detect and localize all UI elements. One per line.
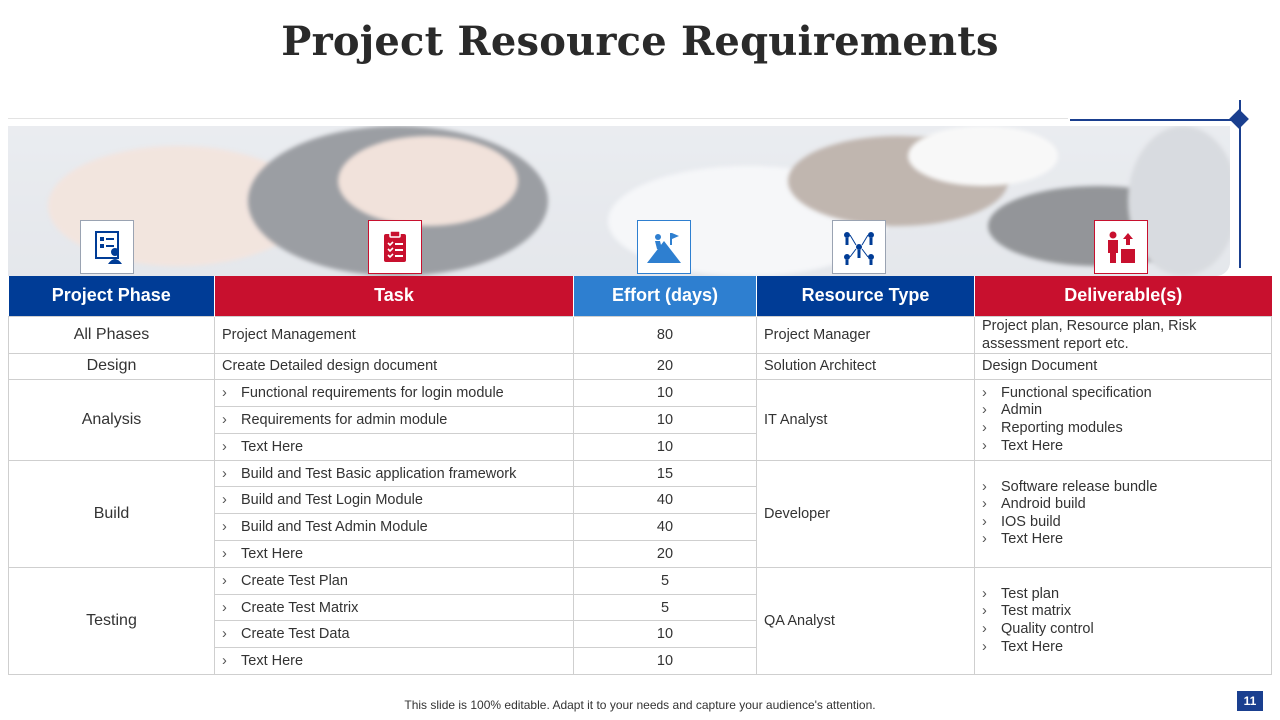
table-row xyxy=(9,353,1272,380)
task-label: Build and Test Login Module xyxy=(241,492,423,509)
deliverable-item: › Quality control xyxy=(982,620,1094,637)
deliverable-item: › Text Here xyxy=(982,638,1064,655)
chevron-right-icon: › xyxy=(982,531,987,548)
task-label: Create Test Plan xyxy=(241,572,348,589)
chevron-right-icon: › xyxy=(222,599,227,616)
effort-cell: 20 xyxy=(574,541,757,568)
task-label: Build and Test Basic application framework xyxy=(241,465,517,482)
chevron-right-icon: › xyxy=(982,419,987,436)
mountain-climber-icon xyxy=(637,220,691,274)
effort-cell: 20 xyxy=(574,353,757,380)
deliverable-item: › Text Here xyxy=(982,531,1064,548)
header-task: Task xyxy=(215,276,574,316)
deliverable-cell: Project plan, Resource plan, Risk assessment report etc. xyxy=(975,316,1272,353)
chevron-right-icon: › xyxy=(982,603,987,620)
effort-cell: 10 xyxy=(574,621,757,648)
resource-table xyxy=(8,276,1272,675)
task-label: Text Here xyxy=(241,545,304,562)
chevron-right-icon: › xyxy=(222,492,227,509)
header-effort: Effort (days) xyxy=(574,276,757,316)
effort-cell: 40 xyxy=(574,514,757,541)
task-cell xyxy=(215,621,574,648)
deliverable-cell xyxy=(975,380,1272,460)
task-cell xyxy=(215,487,574,514)
chevron-right-icon: › xyxy=(222,411,227,428)
resource-cell: Developer xyxy=(757,460,975,567)
chevron-right-icon: › xyxy=(222,653,227,670)
phase-cell: Analysis xyxy=(9,380,215,460)
chevron-right-icon: › xyxy=(982,585,987,602)
header-project-phase: Project Phase xyxy=(9,276,215,316)
task-label: Create Test Matrix xyxy=(241,599,359,616)
task-label: Build and Test Admin Module xyxy=(241,519,428,536)
resource-cell: IT Analyst xyxy=(757,380,975,460)
header-photo xyxy=(8,126,1230,276)
deliverable-item: › Software release bundle xyxy=(982,478,1158,495)
chevron-right-icon: › xyxy=(982,437,987,454)
header-resource-type: Resource Type xyxy=(757,276,975,316)
effort-cell: 10 xyxy=(574,380,757,407)
table-row xyxy=(9,380,1272,407)
task-label: Text Here xyxy=(241,653,304,670)
task-label: Text Here xyxy=(241,438,304,455)
task-cell xyxy=(215,433,574,460)
page-number: 11 xyxy=(1237,691,1263,711)
chevron-right-icon: › xyxy=(222,438,227,455)
resource-cell: Solution Architect xyxy=(757,353,975,380)
delivery-person-icon xyxy=(1094,220,1148,274)
effort-cell: 10 xyxy=(574,407,757,434)
table-row xyxy=(9,460,1272,487)
task-label: Functional requirements for login module xyxy=(241,385,504,402)
footer-note: This slide is 100% editable. Adapt it to your needs and capture your audience's attention. xyxy=(404,698,876,712)
task-cell: Project Management xyxy=(215,316,574,353)
task-cell xyxy=(215,541,574,568)
task-cell xyxy=(215,594,574,621)
title-divider xyxy=(8,118,1068,119)
deliverable-cell xyxy=(975,567,1272,674)
chevron-right-icon: › xyxy=(982,638,987,655)
clipboard-icon xyxy=(368,220,422,274)
chevron-right-icon: › xyxy=(222,519,227,536)
deliverable-cell xyxy=(975,460,1272,567)
phase-cell: Design xyxy=(9,353,215,380)
task-label: Requirements for admin module xyxy=(241,411,448,428)
accent-line xyxy=(1070,119,1240,121)
deliverable-item: › Android build xyxy=(982,496,1086,513)
chevron-right-icon: › xyxy=(222,572,227,589)
resource-cell: Project Manager xyxy=(757,316,975,353)
chevron-right-icon: › xyxy=(982,478,987,495)
effort-cell: 15 xyxy=(574,460,757,487)
deliverable-item: › IOS build xyxy=(982,513,1061,530)
table-row xyxy=(9,316,1272,353)
effort-cell: 5 xyxy=(574,567,757,594)
chevron-right-icon: › xyxy=(982,496,987,513)
chevron-right-icon: › xyxy=(222,465,227,482)
task-cell xyxy=(215,380,574,407)
chevron-right-icon: › xyxy=(982,513,987,530)
chevron-right-icon: › xyxy=(222,545,227,562)
task-cell xyxy=(215,567,574,594)
effort-cell: 10 xyxy=(574,433,757,460)
diamond-marker xyxy=(1229,109,1249,129)
chevron-right-icon: › xyxy=(982,620,987,637)
task-cell xyxy=(215,648,574,675)
effort-cell: 40 xyxy=(574,487,757,514)
deliverable-item: › Functional specification xyxy=(982,384,1152,401)
phase-cell: Build xyxy=(9,460,215,567)
task-cell xyxy=(215,460,574,487)
task-cell xyxy=(215,407,574,434)
resource-cell: QA Analyst xyxy=(757,567,975,674)
task-cell: Create Detailed design document xyxy=(215,353,574,380)
phase-cell: Testing xyxy=(9,567,215,674)
table-row xyxy=(9,567,1272,594)
table-header-row xyxy=(9,276,1272,316)
chevron-right-icon: › xyxy=(982,384,987,401)
chevron-right-icon: › xyxy=(222,626,227,643)
task-label: Create Test Data xyxy=(241,626,350,643)
effort-cell: 10 xyxy=(574,648,757,675)
chevron-right-icon: › xyxy=(222,385,227,402)
task-cell xyxy=(215,514,574,541)
team-network-icon xyxy=(832,220,886,274)
effort-cell: 80 xyxy=(574,316,757,353)
header-deliverables: Deliverable(s) xyxy=(975,276,1272,316)
effort-cell: 5 xyxy=(574,594,757,621)
deliverable-item: › Test matrix xyxy=(982,603,1072,620)
chevron-right-icon: › xyxy=(982,402,987,419)
phase-cell: All Phases xyxy=(9,316,215,353)
checklist-person-icon xyxy=(80,220,134,274)
deliverable-item: › Test plan xyxy=(982,585,1060,602)
deliverable-item: › Reporting modules xyxy=(982,419,1123,436)
deliverable-item: › Admin xyxy=(982,402,1043,419)
deliverable-cell: Design Document xyxy=(975,353,1272,380)
deliverable-item: › Text Here xyxy=(982,437,1064,454)
slide-title: Project Resource Requirements xyxy=(281,18,999,65)
